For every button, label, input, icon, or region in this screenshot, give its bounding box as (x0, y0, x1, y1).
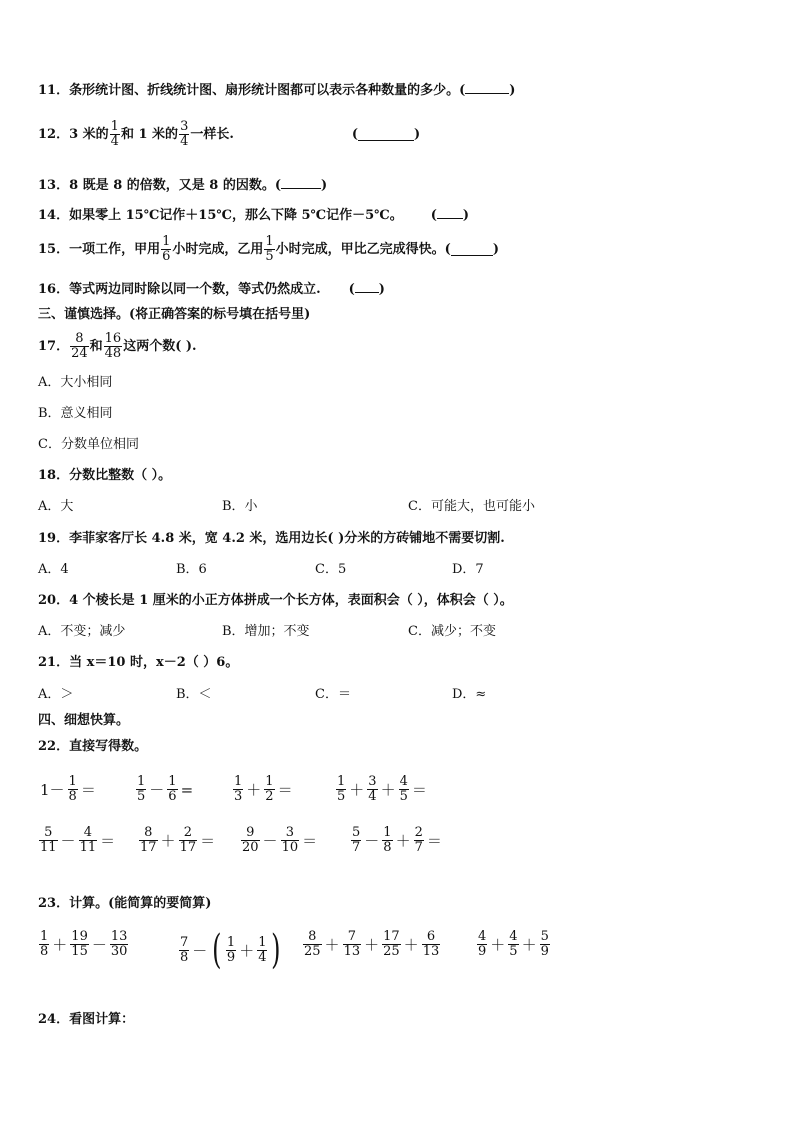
denominator: 30 (110, 944, 128, 959)
fraction (241, 826, 260, 855)
numerator: 5 (540, 929, 549, 944)
fraction (257, 936, 267, 965)
fraction (281, 826, 300, 855)
operator: － (364, 832, 380, 850)
operator: － (91, 936, 107, 954)
question-13: 13．8 既是 8 的倍数，又是 8 的因数。( ) (38, 178, 328, 193)
equals-sign: ＝ (200, 832, 216, 850)
operator: ＋ (490, 936, 506, 954)
denominator: 2 (265, 789, 274, 804)
math-expression (38, 930, 129, 959)
numerator: 8 (308, 929, 317, 944)
numerator: 3 (368, 774, 377, 789)
fraction (233, 775, 243, 804)
fraction (343, 930, 362, 959)
numerator: 1 (68, 774, 77, 789)
option-a[interactable]: A．＞ (38, 687, 74, 702)
question-14: 14．如果零上 15℃记作＋15℃，那么下降 5℃记作－5℃。 ( ) (38, 208, 470, 223)
operator: － (262, 832, 278, 850)
denominator: 17 (140, 840, 157, 855)
denominator: 25 (304, 944, 321, 959)
question-11: 11．条形统计图、折线统计图、扇形统计图都可以表示各种数量的多少。( ) (38, 83, 516, 98)
denominator: 5 (399, 789, 408, 804)
operator: ＋ (324, 936, 340, 954)
numerator: 1 (226, 934, 236, 950)
fraction (414, 826, 424, 855)
fraction: $\frac{3}{4}$ (180, 119, 189, 149)
question-18: 18．分数比整数（ ）。 (38, 468, 172, 483)
fraction (167, 775, 177, 804)
operator: ＋ (364, 936, 380, 954)
math-expression (350, 826, 444, 855)
math-expression (135, 775, 195, 804)
option-c[interactable]: C．可能大，也可能小 (408, 499, 535, 514)
fraction (382, 826, 392, 855)
numerator: 2 (414, 825, 423, 840)
numerator: 19 (71, 929, 88, 944)
option-b[interactable]: B．＜ (176, 687, 212, 702)
answer-blank[interactable] (465, 81, 509, 94)
numerator: 1 (40, 929, 49, 944)
option-b[interactable]: B．6 (176, 562, 207, 577)
denominator: 9 (478, 944, 487, 959)
equals-sign: ＝ (277, 781, 293, 799)
operator: ＋ (395, 832, 411, 850)
denominator: 5 (509, 944, 518, 959)
math-expression (178, 927, 284, 973)
fraction (508, 930, 518, 959)
numerator: 4 (83, 825, 92, 840)
right-paren: ) (271, 927, 281, 973)
fraction (136, 775, 146, 804)
fraction (303, 930, 322, 959)
left-paren: ( (212, 927, 222, 973)
denominator: 25 (383, 944, 400, 959)
question-15: 15．一项工作，甲用 $\frac{1}{6}$ 小时完成，乙用 $\frac{1}{5}$ 小时完成，甲比乙完成得快。( ) (38, 234, 499, 264)
denominator: 10 (281, 840, 299, 855)
math-expression (38, 826, 117, 855)
operator: － (60, 832, 76, 850)
math-expression (476, 930, 551, 959)
section-heading: 四、细想快算。 (38, 713, 130, 728)
operator: ＋ (380, 781, 396, 799)
option-b[interactable]: B．意义相同 (38, 406, 113, 421)
fraction (70, 930, 89, 959)
fraction (367, 775, 377, 804)
question-12: 12．3 米的 $\frac{1}{4}$ 和 1 米的 $\frac{3}{4}$ 一样长. ( ) (38, 119, 421, 149)
fraction (399, 775, 409, 804)
fraction: $\frac{1}{4}$ (110, 119, 119, 149)
fraction: $\frac{8}{24}$ (71, 331, 88, 361)
option-c[interactable]: C．5 (315, 562, 347, 577)
option-c[interactable]: C．减少；不变 (408, 624, 496, 639)
operator: ＋ (52, 936, 68, 954)
denominator: 4 (368, 789, 377, 804)
denominator: 7 (352, 840, 361, 855)
fraction (139, 826, 158, 855)
denominator: 8 (180, 949, 189, 965)
option-a[interactable]: A．4 (38, 562, 69, 577)
denominator: 5 (137, 789, 146, 804)
question-24: 24．看图计算： (38, 1012, 135, 1027)
fraction (39, 826, 58, 855)
math-expression (240, 826, 319, 855)
numerator: 2 (183, 825, 192, 840)
option-d[interactable]: D．7 (452, 562, 484, 577)
numerator: 8 (144, 825, 153, 840)
denominator: 11 (79, 840, 97, 855)
fraction (540, 930, 550, 959)
operator: － (192, 941, 208, 960)
denominator: 9 (540, 944, 549, 959)
fraction (179, 936, 189, 965)
fraction (110, 930, 129, 959)
math-expression (302, 930, 441, 959)
fraction (226, 936, 236, 965)
equals-sign: ＝ (302, 832, 318, 850)
option-d[interactable]: D．≈ (452, 687, 487, 702)
numerator: 3 (285, 825, 294, 840)
denominator: 8 (40, 944, 49, 959)
denominator: 3 (234, 789, 243, 804)
math-expression (335, 775, 429, 804)
fraction: $\frac{1}{5}$ (265, 234, 274, 264)
option-a[interactable]: A．大小相同 (38, 375, 113, 390)
numerator: 1 (383, 825, 392, 840)
operator: ＋ (349, 781, 365, 799)
fraction (79, 826, 98, 855)
denominator: 13 (422, 944, 440, 959)
numerator: 1 (168, 774, 177, 789)
numerator: 1 (234, 774, 243, 789)
fraction (382, 930, 401, 959)
option-b[interactable]: B．增加；不变 (222, 624, 310, 639)
question-20: 20．4 个棱长是 1 厘米的小正方体拼成一个长方体，表面积会（ ），体积会（ ）。 (38, 593, 513, 608)
option-a[interactable]: A．大 (38, 499, 74, 514)
fraction (39, 930, 49, 959)
math-expression (38, 775, 98, 804)
numerator: 17 (383, 929, 400, 944)
operator: ＋ (246, 781, 262, 799)
question-text: 11．条形统计图、折线统计图、扇形统计图都可以表示各种数量的多少。( (38, 83, 466, 98)
math-expression (138, 826, 217, 855)
denominator: 9 (226, 949, 236, 965)
denominator: 15 (71, 944, 88, 959)
operator: ＋ (239, 941, 255, 960)
answer-blank[interactable] (358, 128, 414, 141)
math-expression (232, 775, 295, 804)
numerator: 4 (478, 929, 487, 944)
answer-blank[interactable] (451, 243, 493, 256)
denominator: 11 (40, 840, 57, 855)
fraction (264, 775, 274, 804)
numerator: 9 (246, 825, 255, 840)
fraction (68, 775, 78, 804)
section-heading: 三、谨慎选择。(将正确答案的标号填在括号里) (38, 307, 311, 322)
answer-blank[interactable] (355, 280, 379, 293)
operator: ＋ (521, 936, 537, 954)
question-23: 23．计算。(能简算的要简算) (38, 896, 212, 911)
fraction (336, 775, 346, 804)
equals-sign: ＝ (80, 781, 96, 799)
numerator: 4 (509, 929, 518, 944)
numerator: 13 (110, 929, 128, 944)
equals-sign: ＝ (411, 781, 427, 799)
denominator: 4 (258, 949, 267, 965)
option-a[interactable]: A．不变；减少 (38, 624, 126, 639)
option-c[interactable]: C．分数单位相同 (38, 437, 139, 452)
fraction (422, 930, 441, 959)
question-19: 19．李菲家客厅长 4.8 米，宽 4.2 米，选用边长( )分米的方砖铺地不需要切割. (38, 531, 505, 546)
denominator: 17 (179, 840, 197, 855)
fraction (179, 826, 198, 855)
fraction: $\frac{1}{6}$ (162, 234, 171, 264)
option-c[interactable]: C．＝ (315, 687, 351, 702)
equals-sign: ＝ (426, 832, 442, 850)
numerator: 1 (337, 774, 346, 789)
denominator: 7 (414, 840, 423, 855)
answer-blank[interactable] (281, 176, 321, 189)
denominator: 13 (343, 944, 361, 959)
question-16: 16．等式两边同时除以同一个数，等式仍然成立. ( ) (38, 282, 385, 297)
numerator: 5 (44, 825, 53, 840)
denominator: 20 (242, 840, 259, 855)
fraction (477, 930, 487, 959)
numerator: 1 (258, 934, 267, 950)
lead-term: 1－ (40, 781, 65, 799)
denominator: 8 (383, 840, 392, 855)
numerator: 1 (137, 774, 146, 789)
answer-blank[interactable] (437, 206, 463, 219)
equals-sign: = (180, 780, 194, 799)
option-b[interactable]: B．小 (222, 499, 258, 514)
numerator: 4 (399, 774, 408, 789)
denominator: 8 (68, 789, 77, 804)
denominator: 6 (168, 789, 177, 804)
operator: ＋ (160, 832, 176, 850)
question-21: 21．当 x＝10 时，x－2（ ）6。 (38, 655, 239, 670)
question-17: 17． $\frac{8}{24}$ 和 $\frac{16}{48}$ 这两个数( ). (38, 331, 197, 361)
denominator: 5 (337, 789, 346, 804)
question-22: 22．直接写得数。 (38, 739, 148, 754)
operator: － (149, 781, 165, 799)
numerator: 5 (352, 825, 361, 840)
fraction: $\frac{16}{48}$ (104, 331, 122, 361)
fraction (351, 826, 361, 855)
operator: ＋ (403, 936, 419, 954)
numerator: 7 (347, 929, 356, 944)
equals-sign: ＝ (100, 832, 116, 850)
numerator: 7 (180, 934, 189, 950)
numerator: 6 (426, 929, 436, 944)
numerator: 1 (265, 774, 274, 789)
